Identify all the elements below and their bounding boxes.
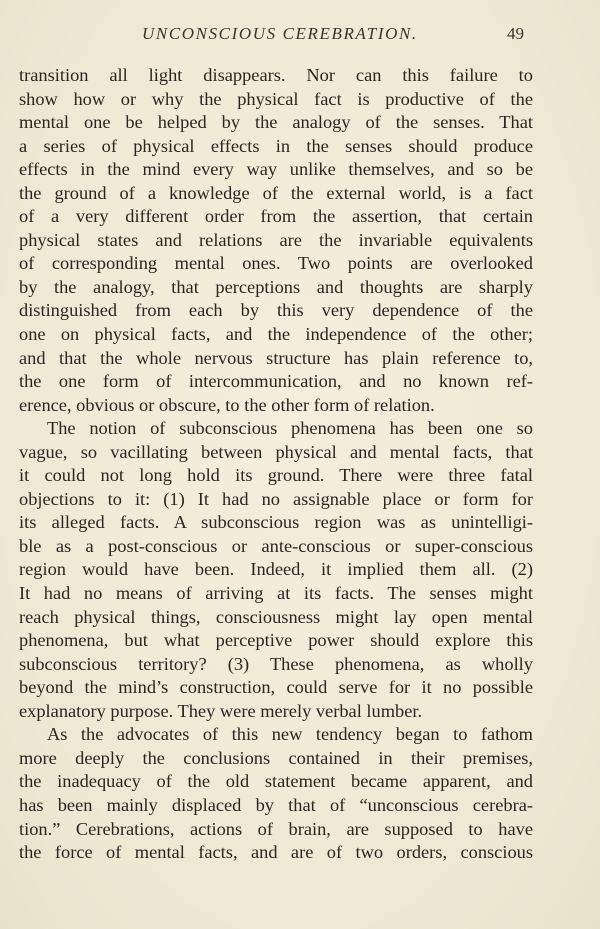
- text-line: a series of physical effects in the senses should produce: [19, 135, 533, 156]
- text-line: of a very different order from the assertion, that certain: [19, 206, 533, 227]
- running-head: [0, 24, 600, 46]
- text-line: subconscious territory? (3) These phenomena, as wholly: [19, 653, 533, 674]
- paragraph-3: [19, 723, 533, 864]
- text-line: explanatory purpose. They were merely verbal lumber.: [19, 700, 423, 721]
- text-line: and that the whole nervous structure has plain reference to,: [19, 347, 533, 368]
- text-line: the one form of intercommunication, and no known ref-: [19, 371, 533, 392]
- text-line: its alleged facts. A subconscious region was as unintelligi-: [19, 512, 533, 533]
- text-line: reach physical things, consciousness might lay open mental: [19, 606, 533, 627]
- text-line: region would have been. Indeed, it implied them all. (2): [19, 559, 533, 580]
- text-line: physical states and relations are the invariable equivalents: [19, 229, 533, 250]
- text-line: has been mainly displaced by that of “unconscious cerebra-: [19, 794, 533, 815]
- text-line: objections to it: (1) It had no assignable place or form for: [19, 488, 533, 509]
- text-line: it could not long hold its ground. There were three fatal: [19, 465, 533, 486]
- running-title: UNCONSCIOUS CEREBRATION.: [142, 24, 418, 43]
- text-line: distinguished from each by this very dependence of the: [19, 300, 533, 321]
- text-line: phenomena, but what perceptive power should explore this: [19, 630, 533, 651]
- text-line: beyond the mind’s construction, could serve for it no possible: [19, 677, 533, 698]
- text-line: erence, obvious or obscure, to the other form of relation.: [19, 394, 435, 415]
- text-line: As the advocates of this new tendency began to fathom: [47, 724, 533, 745]
- text-line: vague, so vacillating between physical and mental facts, that: [19, 441, 533, 462]
- text-line: ble as a post-conscious or ante-conscious or super-conscious: [19, 535, 533, 556]
- body-text: [19, 64, 533, 865]
- text-line: the ground of a knowledge of the external world, is a fact: [19, 182, 533, 203]
- paragraph-2: [19, 417, 533, 723]
- text-line: of corresponding mental ones. Two points are overlooked: [19, 253, 533, 274]
- text-line: transition all light disappears. Nor can this failure to: [19, 65, 533, 85]
- text-line: The notion of subconscious phenomena has been one so: [47, 418, 533, 439]
- text-line: It had no means of arriving at its facts. The senses might: [19, 583, 533, 604]
- paragraph-1: [19, 64, 533, 417]
- text-line: by the analogy, that perceptions and thoughts are sharply: [19, 276, 533, 297]
- text-line: one on physical facts, and the independence of the other;: [19, 324, 533, 345]
- text-line: show how or why the physical fact is productive of the: [19, 88, 533, 109]
- text-line: more deeply the conclusions contained in their premises,: [19, 747, 533, 768]
- page-number: 49: [507, 24, 524, 43]
- text-line: effects in the mind every way unlike themselves, and so be: [19, 159, 533, 180]
- text-line: the inadequacy of the old statement became apparent, and: [19, 771, 533, 792]
- text-line: the force of mental facts, and are of two orders, conscious: [19, 842, 533, 863]
- text-line: tion.” Cerebrations, actions of brain, are supposed to have: [19, 818, 533, 839]
- text-line: mental one be helped by the analogy of the senses. That: [19, 112, 533, 133]
